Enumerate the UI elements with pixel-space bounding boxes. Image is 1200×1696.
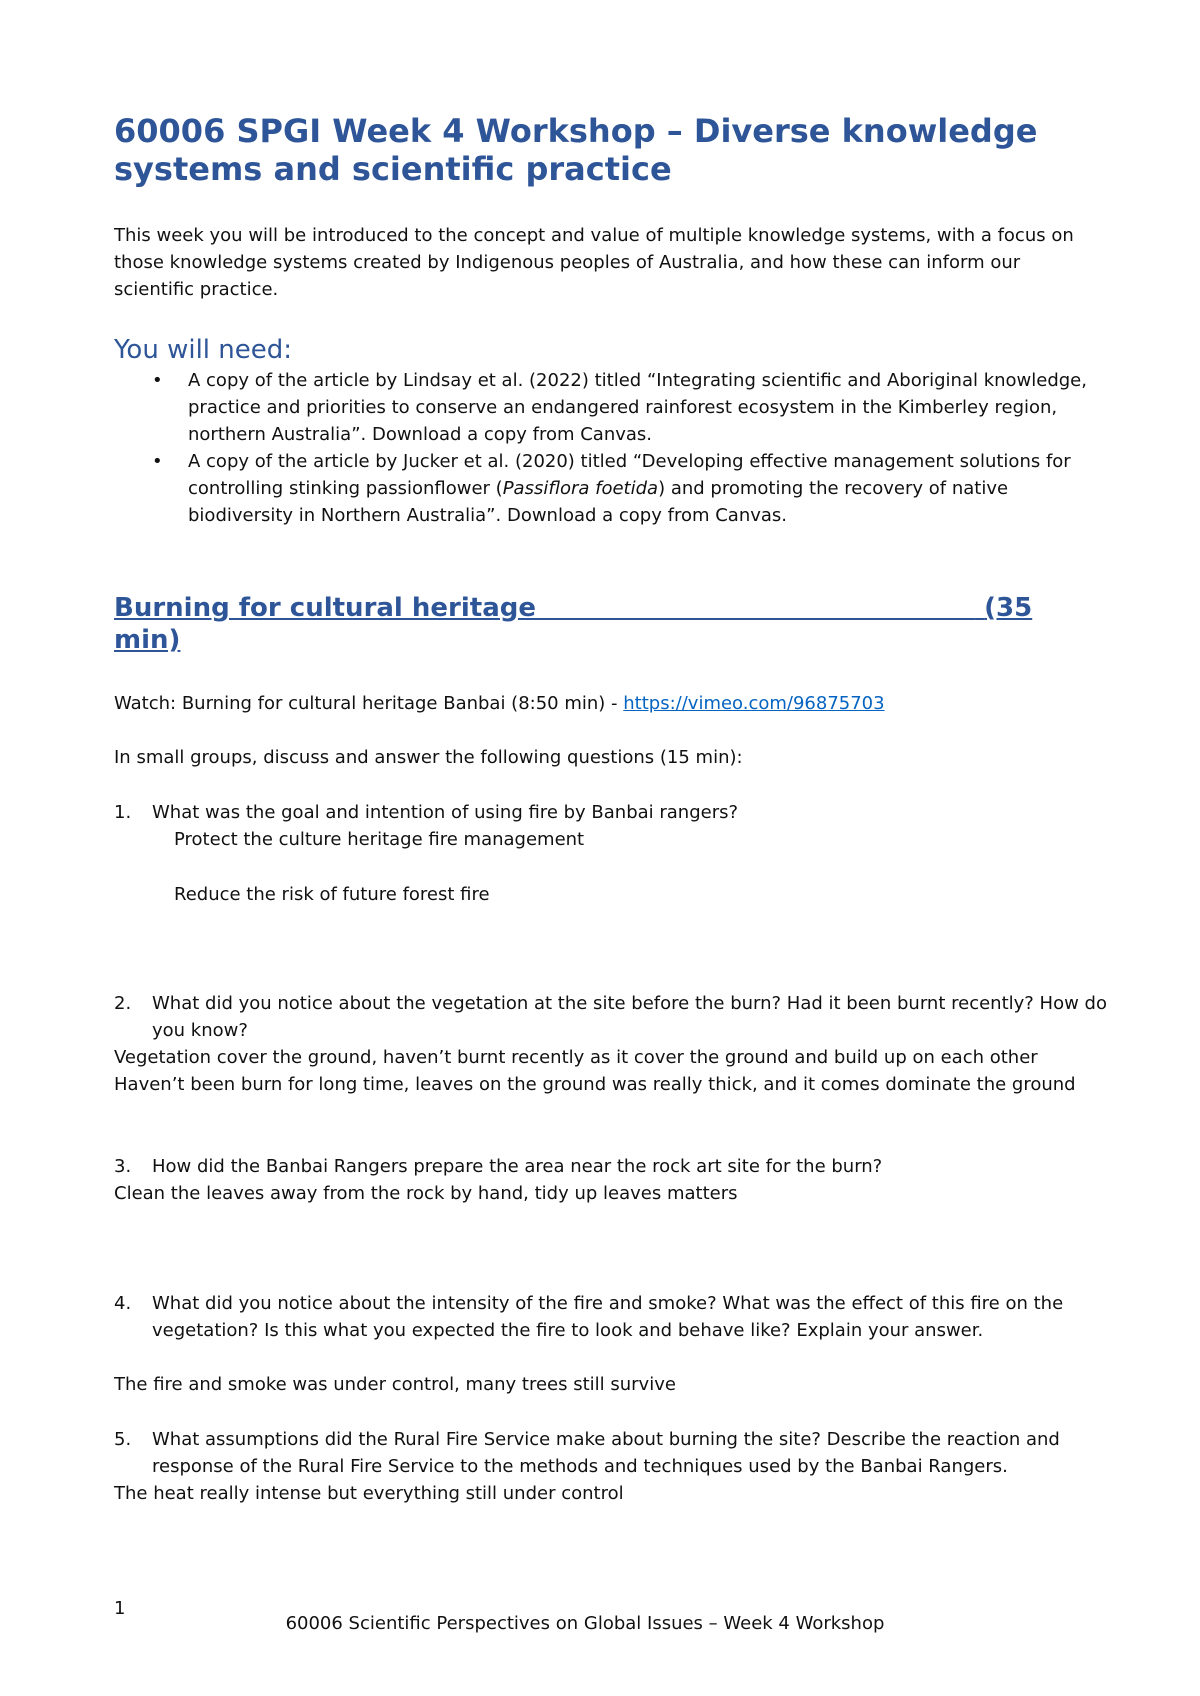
section-heading [114, 592, 1044, 656]
section-duration: (35 min) [114, 593, 1033, 655]
question-text: What assumptions did the Rural Fire Service make about burning the site? Describe the reaction and response of the Rural Fire Service to the methods and techniques used by the Banbai Rangers. [152, 1429, 1060, 1477]
page-title: 60006 SPGI Week 4 Workshop – Diverse knowledge systems and scientific practice [114, 112, 1038, 188]
heading-underline-fill [545, 617, 975, 620]
page-number: 1 [114, 1598, 126, 1619]
answer-4a[interactable]: The fire and smoke was under control, many trees still survive [114, 1374, 676, 1395]
watch-line [114, 690, 885, 717]
you-will-need-heading: You will need: [114, 335, 293, 365]
footer-text: 60006 Scientific Perspectives on Global Issues – Week 4 Workshop [285, 1613, 885, 1634]
question-4 [114, 1290, 1132, 1344]
intro-paragraph: This week you will be introduced to the concept and value of multiple knowledge systems, with a focus on those knowledge systems created by Indigenous peoples of Australia, and how these can inform our scientific practice. [114, 225, 1074, 300]
discuss-instruction: In small groups, discuss and answer the following questions (15 min): [114, 747, 743, 768]
question-text: What did you notice about the intensity of the fire and smoke? What was the effect of this fire on the vegetation? Is this what you expected the fire to look and behave like? Explain your answer. [152, 1293, 1064, 1341]
question-3 [114, 1153, 1132, 1180]
watch-text: Watch: Burning for cultural heritage Banbai (8:50 min) - [114, 693, 624, 714]
question-number: 5. [114, 1429, 132, 1450]
question-number: 2. [114, 993, 132, 1014]
answer-1b[interactable]: Reduce the risk of future forest fire [174, 884, 490, 905]
answer-1a[interactable]: Protect the culture heritage fire management [174, 829, 585, 850]
bullet-icon: • [152, 370, 163, 391]
video-link[interactable]: https://vimeo.com/96875703 [623, 693, 885, 714]
answer-5a[interactable]: The heat really intense but everything still under control [114, 1483, 624, 1504]
question-text: What did you notice about the vegetation at the site before the burn? Had it been burnt recently? How do you know? [152, 993, 1107, 1041]
answer-3a[interactable]: Clean the leaves away from the rock by hand, tidy up leaves matters [114, 1183, 738, 1204]
material-lindsay: A copy of the article by Lindsay et al. (2022) titled “Integrating scientific and Aboriginal knowledge, practice and priorities to conserve an endangered rainforest ecosystem in the Kimberley region, northern Australia”. Download a copy from Canvas. [188, 370, 1087, 445]
question-text: What was the goal and intention of using fire by Banbai rangers? [152, 802, 739, 823]
page-footer [0, 1612, 1170, 1636]
question-number: 4. [114, 1293, 132, 1314]
material-jucker-part1: A copy of the article by Jucker et al. (2020) titled “Developing effective management solutions for controlling stinking passionflower ( [188, 451, 1071, 499]
materials-list [114, 367, 1094, 529]
bullet-icon: • [152, 451, 163, 472]
question-number: 1. [114, 802, 132, 823]
question-2 [114, 990, 1132, 1044]
answer-2b[interactable]: Haven’t been burn for long time, leaves on the ground was really thick, and it comes dominate the ground [114, 1074, 1076, 1095]
answer-2a[interactable]: Vegetation cover the ground, haven’t burnt recently as it cover the ground and build up on each other [114, 1047, 1038, 1068]
question-1 [114, 799, 1132, 826]
species-name: Passiflora foetida [502, 478, 659, 499]
list-item [114, 367, 1094, 448]
question-number: 3. [114, 1156, 132, 1177]
material-jucker-part2: ) and promoting the recovery of native biodiversity in Northern Australia”. Download a copy from Canvas. [188, 478, 1009, 526]
question-5 [114, 1426, 1132, 1480]
section-title: Burning for cultural heritage [114, 593, 536, 623]
question-text: How did the Banbai Rangers prepare the area near the rock art site for the burn? [152, 1156, 883, 1177]
list-item [114, 448, 1094, 529]
